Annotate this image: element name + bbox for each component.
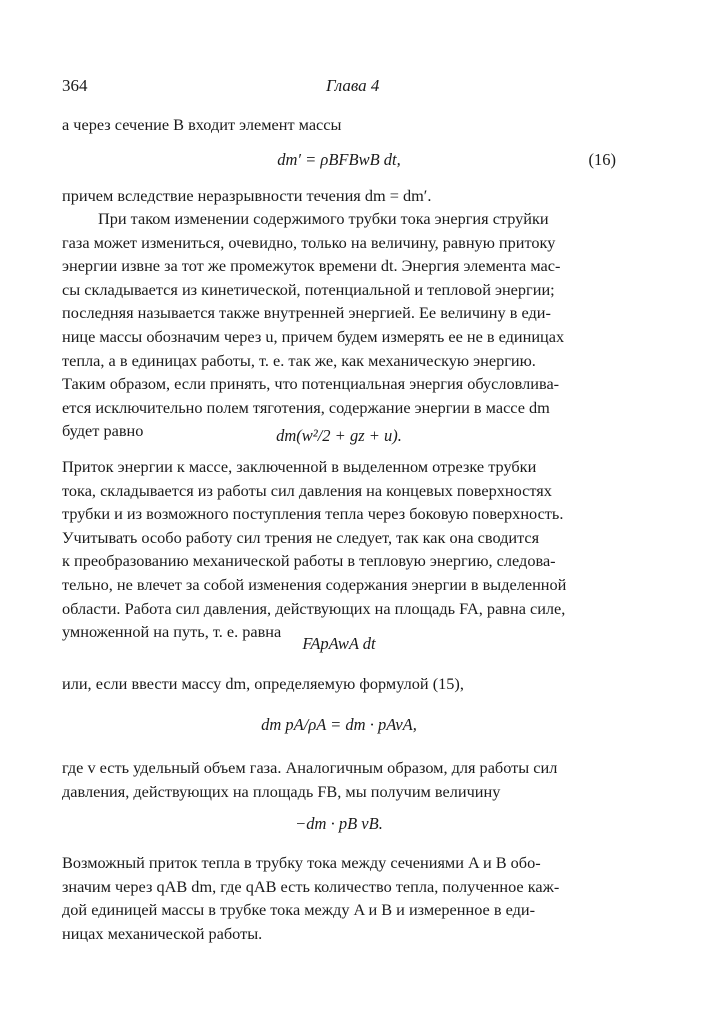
paragraph-2: причем вследствие неразрывности течения dm = dm′.: [62, 186, 432, 205]
paragraph-7: [62, 851, 616, 945]
paragraph-4-line: области. Работа сил давления, действующих на площадь FA, равна силе,: [62, 598, 566, 618]
paragraph-7-line: Возможный приток тепла в трубку тока между сечениями A и B обо-: [62, 853, 541, 872]
running-head: Глава 4: [326, 76, 380, 95]
paragraph-6-line: давления, действующих на площадь FB, мы получим величину: [62, 781, 501, 801]
paragraph-3: [62, 207, 616, 443]
equation-B: [62, 810, 616, 838]
paragraph-6: [62, 756, 616, 803]
paragraph-3-line: тепла, а в единицах работы, т. е. так же, как механическую энергию.: [62, 350, 536, 370]
equation-16-formula: dm′ = ρBFBwB dt,: [277, 150, 401, 169]
equation-work: [62, 630, 616, 658]
equation-work-formula: FApAwA dt: [302, 634, 376, 653]
equation-mass-formula: dm pA/ρA = dm · pAvA,: [261, 715, 417, 734]
page-number: 364: [62, 76, 88, 95]
paragraph-4-line: трубки и из возможного поступления тепла через боковую поверхность.: [62, 504, 564, 524]
equation-B-formula: −dm · pB vB.: [295, 814, 383, 833]
paragraph-4-line: умноженной на путь, т. е. равна: [62, 622, 282, 642]
paragraph-4-line: Приток энергии к массе, заключенной в выделенном отрезке трубки: [62, 457, 537, 476]
equation-16: [62, 146, 616, 174]
paragraph-3-line: нице массы обозначим через u, причем будем измерять ее не в единицах: [62, 326, 565, 346]
paragraph-3-line: будет равно: [62, 421, 144, 441]
paragraph-7-line: значим через qAB dm, где qAB есть количество тепла, полученное каж-: [62, 876, 560, 896]
paragraph-7-line: дой единицей массы в трубке тока между A и B и измеренное в еди-: [62, 900, 536, 920]
paragraph-4-line: тельно, не влечет за собой изменения содержания энергии в выделенной: [62, 574, 567, 594]
page-header: [62, 76, 616, 100]
equation-16-number: (16): [588, 150, 616, 169]
equation-energy: [62, 418, 616, 454]
paragraph-4-line: тока, складывается из работы сил давления на концевых поверхностях: [62, 480, 552, 500]
paragraph-6-line: где v есть удельный объем газа. Аналогичным образом, для работы сил: [62, 758, 558, 777]
equation-energy-formula: dm(w²/2 + gz + u).: [276, 426, 402, 445]
paragraph-4: [62, 455, 616, 644]
paragraph-3-line: последняя называется также внутренней энергией. Ее величину в еди-: [62, 303, 551, 323]
equation-mass: [62, 708, 616, 742]
paragraph-3-line: Таким образом, если принять, что потенциальная энергия обусловлива-: [62, 374, 560, 394]
paragraph-7-line: ницах механической работы.: [62, 923, 263, 943]
paragraph-3-line: При таком изменении содержимого трубки тока энергия струйки: [98, 209, 549, 228]
paragraph-3-line: энергии извне за тот же промежуток времени dt. Энергия элемента мас-: [62, 256, 561, 276]
paragraph-3-line: газа может измениться, очевидно, только на величину, равную притоку: [62, 232, 556, 252]
paragraph-1: а через сечение B входит элемент массы: [62, 115, 342, 134]
paragraph-4-line: Учитывать особо работу сил трения не следует, так как она сводится: [62, 527, 540, 547]
paragraph-3-line: ется исключительно полем тяготения, содержание энергии в массе dm: [62, 397, 550, 417]
paragraph-3-line: сы складывается из кинетической, потенциальной и тепловой энергии;: [62, 279, 555, 299]
paragraph-4-line: к преобразованию механической работы в тепловую энергию, следова-: [62, 551, 556, 571]
paragraph-5: или, если ввести массу dm, определяемую формулой (15),: [62, 674, 464, 693]
